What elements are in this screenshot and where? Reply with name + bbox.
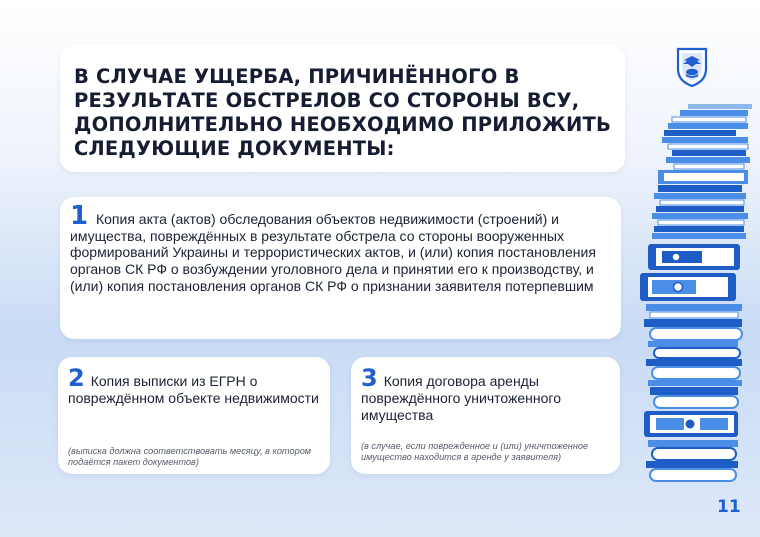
document-item-3-text: Копия договора аренды повреждённого уничтоженного имущества — [361, 373, 561, 423]
item-number-2: 2 — [68, 364, 85, 392]
document-item-2-text: Копия выписки из ЕГРН о повреждённом объекте недвижимости — [68, 373, 319, 406]
document-item-2 — [58, 357, 330, 474]
book-stack — [640, 104, 752, 481]
title-card — [60, 45, 625, 172]
document-item-3-text-block — [361, 364, 616, 423]
document-item-3-note: (в случае, если поврежденное и (или) уничтоженное имущество находится в аренде у заявителя) — [361, 441, 589, 462]
document-item-2-text-block — [68, 364, 323, 407]
document-item-1-text-block — [70, 201, 615, 295]
item-number-1: 1 — [70, 201, 89, 231]
item-number-3: 3 — [361, 364, 378, 392]
regional-coat-of-arms-icon — [675, 47, 709, 87]
document-item-2-note: (выписка должна соответствовать месяцу, в котором подаётся пакет документов) — [68, 446, 312, 467]
document-item-1 — [60, 197, 621, 339]
stacked-books-folders-icon — [628, 100, 760, 488]
page-title: В СЛУЧАЕ УЩЕРБА, ПРИЧИНЁННОГО В РЕЗУЛЬТАТЕ ОБСТРЕЛОВ СО СТОРОНЫ ВСУ, ДОПОЛНИТЕЛЬНО НЕОБХОДИМО ПРИЛОЖИТЬ СЛЕДУЮЩИЕ ДОКУМЕНТЫ: — [74, 65, 612, 160]
document-item-3 — [351, 357, 620, 474]
page-number: 11 — [717, 497, 741, 517]
document-item-1-text: Копия акта (актов) обследования объектов недвижимости (строений) и имущества, повреждённых в результате обстрела со стороны вооруженных формирований Украины и террористических актов, и (или) копия постановления органов СК РФ о возбуждении уголовного дела и принятии его к производству, и (или) копия постановления органов СК РФ о признании заявителя потерпевшим — [70, 211, 596, 294]
